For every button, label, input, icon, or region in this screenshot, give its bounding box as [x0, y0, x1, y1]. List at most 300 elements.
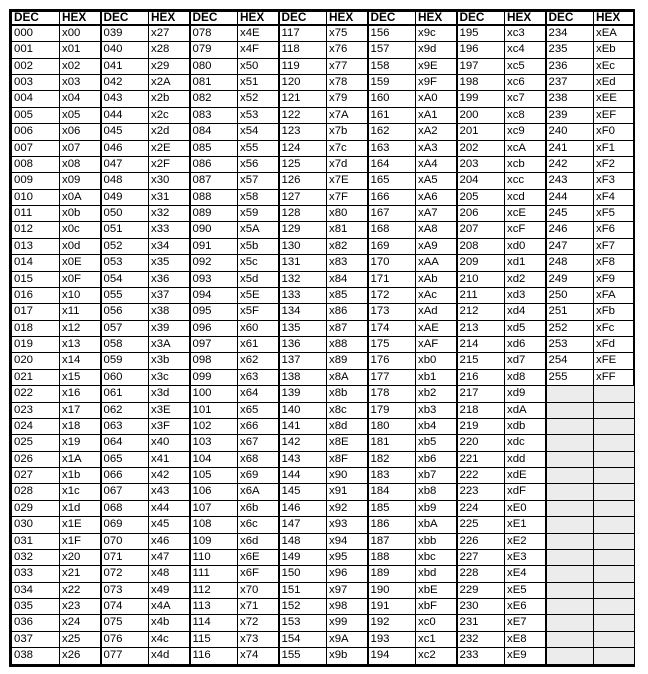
empty-cell — [594, 386, 635, 402]
dec-cell: 177 — [368, 369, 416, 385]
hex-cell: xE9 — [505, 648, 546, 665]
hex-column-header: HEX — [416, 12, 457, 25]
dec-cell: 101 — [190, 402, 238, 418]
hex-cell: x86 — [327, 304, 368, 320]
dec-cell: 184 — [368, 484, 416, 500]
table-row — [12, 304, 635, 320]
table-row — [12, 156, 635, 172]
dec-cell: 067 — [101, 484, 149, 500]
hex-cell: x13 — [60, 337, 101, 353]
hex-cell: x5b — [238, 238, 279, 254]
dec-cell: 253 — [546, 337, 594, 353]
dec-cell: 179 — [368, 402, 416, 418]
hex-cell: x1A — [60, 451, 101, 467]
hex-cell: xdE — [505, 468, 546, 484]
empty-cell — [546, 566, 594, 582]
dec-cell: 006 — [12, 124, 60, 140]
dec-cell: 143 — [279, 451, 327, 467]
dec-cell: 133 — [279, 287, 327, 303]
dec-cell: 208 — [457, 238, 505, 254]
dec-cell: 249 — [546, 271, 594, 287]
dec-cell: 180 — [368, 418, 416, 434]
empty-cell — [594, 615, 635, 631]
table-row — [12, 402, 635, 418]
hex-cell: x7A — [327, 107, 368, 123]
hex-cell: xb4 — [416, 418, 457, 434]
empty-cell — [594, 468, 635, 484]
dec-cell: 050 — [101, 206, 149, 222]
table-row — [12, 566, 635, 582]
hex-cell: xcF — [505, 222, 546, 238]
hex-cell: x1F — [60, 533, 101, 549]
hex-cell: xb0 — [416, 353, 457, 369]
dec-cell: 182 — [368, 451, 416, 467]
hex-cell: xc3 — [505, 25, 546, 42]
hex-cell: xF1 — [594, 140, 635, 156]
dec-cell: 105 — [190, 468, 238, 484]
dec-cell: 016 — [12, 287, 60, 303]
hex-cell: x9E — [416, 58, 457, 74]
dec-cell: 203 — [457, 156, 505, 172]
hex-cell: x71 — [238, 599, 279, 615]
hex-cell: x5A — [238, 222, 279, 238]
dec-cell: 056 — [101, 304, 149, 320]
dec-cell: 013 — [12, 238, 60, 254]
dec-cell: 084 — [190, 124, 238, 140]
dec-cell: 077 — [101, 648, 149, 665]
table-row — [12, 582, 635, 598]
dec-cell: 053 — [101, 255, 149, 271]
dec-cell: 231 — [457, 615, 505, 631]
hex-cell: xA6 — [416, 189, 457, 205]
hex-cell: x66 — [238, 418, 279, 434]
hex-cell: x4E — [238, 25, 279, 42]
dec-cell: 147 — [279, 517, 327, 533]
hex-cell: x55 — [238, 140, 279, 156]
table-row — [12, 369, 635, 385]
dec-cell: 051 — [101, 222, 149, 238]
hex-cell: x3d — [149, 386, 190, 402]
hex-cell: xcE — [505, 206, 546, 222]
dec-cell: 128 — [279, 206, 327, 222]
hex-cell: x63 — [238, 369, 279, 385]
dec-cell: 012 — [12, 222, 60, 238]
hex-cell: x70 — [238, 582, 279, 598]
dec-cell: 199 — [457, 91, 505, 107]
dec-cell: 102 — [190, 418, 238, 434]
hex-cell: x11 — [60, 304, 101, 320]
table-row — [12, 418, 635, 434]
dec-cell: 144 — [279, 468, 327, 484]
hex-cell: xF2 — [594, 156, 635, 172]
dec-cell: 074 — [101, 599, 149, 615]
hex-cell: xbE — [416, 582, 457, 598]
dec-cell: 118 — [279, 42, 327, 58]
dec-cell: 008 — [12, 156, 60, 172]
empty-cell — [546, 451, 594, 467]
empty-cell — [546, 533, 594, 549]
hex-cell: x82 — [327, 238, 368, 254]
dec-cell: 134 — [279, 304, 327, 320]
dec-cell: 126 — [279, 173, 327, 189]
hex-cell: xd8 — [505, 369, 546, 385]
hex-cell: xc1 — [416, 631, 457, 647]
dec-cell: 160 — [368, 91, 416, 107]
hex-cell: x31 — [149, 189, 190, 205]
hex-cell: xc2 — [416, 648, 457, 665]
dec-cell: 098 — [190, 353, 238, 369]
hex-cell: x6c — [238, 517, 279, 533]
dec-column-header: DEC — [190, 12, 238, 25]
empty-cell — [546, 500, 594, 516]
dec-cell: 175 — [368, 337, 416, 353]
hex-cell: xAF — [416, 337, 457, 353]
dec-cell: 149 — [279, 549, 327, 565]
dec-cell: 113 — [190, 599, 238, 615]
dec-cell: 009 — [12, 173, 60, 189]
hex-cell: x08 — [60, 156, 101, 172]
dec-cell: 002 — [12, 58, 60, 74]
dec-cell: 207 — [457, 222, 505, 238]
hex-cell: xdd — [505, 451, 546, 467]
dec-cell: 065 — [101, 451, 149, 467]
dec-cell: 019 — [12, 337, 60, 353]
hex-cell: x04 — [60, 91, 101, 107]
hex-cell: x3A — [149, 337, 190, 353]
hex-cell: xb2 — [416, 386, 457, 402]
hex-cell: xA2 — [416, 124, 457, 140]
table-row — [12, 484, 635, 500]
hex-cell: x3E — [149, 402, 190, 418]
hex-cell: x59 — [238, 206, 279, 222]
hex-cell: xb6 — [416, 451, 457, 467]
dec-cell: 163 — [368, 140, 416, 156]
dec-cell: 086 — [190, 156, 238, 172]
dec-cell: 152 — [279, 599, 327, 615]
dec-cell: 223 — [457, 484, 505, 500]
hex-cell: x67 — [238, 435, 279, 451]
hex-cell: x98 — [327, 599, 368, 615]
hex-cell: xF5 — [594, 206, 635, 222]
dec-cell: 107 — [190, 500, 238, 516]
hex-cell: xc5 — [505, 58, 546, 74]
hex-cell: xFb — [594, 304, 635, 320]
dec-cell: 097 — [190, 337, 238, 353]
hex-cell: x41 — [149, 451, 190, 467]
dec-cell: 014 — [12, 255, 60, 271]
hex-column-header: HEX — [327, 12, 368, 25]
hex-cell: x00 — [60, 25, 101, 42]
hex-cell: x15 — [60, 369, 101, 385]
dec-cell: 030 — [12, 517, 60, 533]
dec-cell: 198 — [457, 75, 505, 91]
empty-cell — [546, 549, 594, 565]
hex-cell: x7E — [327, 173, 368, 189]
hex-cell: xF3 — [594, 173, 635, 189]
hex-cell: x0c — [60, 222, 101, 238]
hex-cell: x36 — [149, 271, 190, 287]
hex-cell: x6A — [238, 484, 279, 500]
dec-cell: 250 — [546, 287, 594, 303]
hex-cell: x22 — [60, 582, 101, 598]
dec-cell: 057 — [101, 320, 149, 336]
dec-cell: 170 — [368, 255, 416, 271]
table-row — [12, 189, 635, 205]
hex-cell: x87 — [327, 320, 368, 336]
dec-cell: 049 — [101, 189, 149, 205]
dec-cell: 201 — [457, 124, 505, 140]
hex-cell: xE2 — [505, 533, 546, 549]
empty-cell — [594, 435, 635, 451]
table-row — [12, 173, 635, 189]
dec-cell: 230 — [457, 599, 505, 615]
hex-cell: x73 — [238, 631, 279, 647]
hex-cell: xA5 — [416, 173, 457, 189]
dec-cell: 146 — [279, 500, 327, 516]
hex-cell: x5F — [238, 304, 279, 320]
hex-cell: x9c — [416, 25, 457, 42]
dec-cell: 100 — [190, 386, 238, 402]
dec-cell: 246 — [546, 222, 594, 238]
hex-cell: x42 — [149, 468, 190, 484]
hex-cell: x34 — [149, 238, 190, 254]
dec-cell: 031 — [12, 533, 60, 549]
hex-cell: x40 — [149, 435, 190, 451]
dec-cell: 115 — [190, 631, 238, 647]
dec-cell: 193 — [368, 631, 416, 647]
hex-cell: x4b — [149, 615, 190, 631]
dec-cell: 048 — [101, 173, 149, 189]
hex-cell: x45 — [149, 517, 190, 533]
empty-cell — [594, 500, 635, 516]
dec-cell: 197 — [457, 58, 505, 74]
hex-cell: x29 — [149, 58, 190, 74]
hex-cell: x9d — [416, 42, 457, 58]
dec-cell: 167 — [368, 206, 416, 222]
dec-cell: 021 — [12, 369, 60, 385]
hex-cell: xA8 — [416, 222, 457, 238]
dec-cell: 136 — [279, 337, 327, 353]
dec-cell: 114 — [190, 615, 238, 631]
hex-cell: x99 — [327, 615, 368, 631]
dec-cell: 141 — [279, 418, 327, 434]
hex-cell: x1b — [60, 468, 101, 484]
dec-cell: 165 — [368, 173, 416, 189]
dec-cell: 059 — [101, 353, 149, 369]
table-row — [12, 222, 635, 238]
dec-cell: 226 — [457, 533, 505, 549]
dec-cell: 125 — [279, 156, 327, 172]
hex-cell: x58 — [238, 189, 279, 205]
hex-cell: x97 — [327, 582, 368, 598]
dec-cell: 153 — [279, 615, 327, 631]
dec-cell: 058 — [101, 337, 149, 353]
dec-cell: 092 — [190, 255, 238, 271]
dec-cell: 219 — [457, 418, 505, 434]
empty-cell — [546, 599, 594, 615]
hex-cell: xbb — [416, 533, 457, 549]
hex-cell: xEE — [594, 91, 635, 107]
dec-cell: 155 — [279, 648, 327, 665]
hex-cell: x3c — [149, 369, 190, 385]
hex-cell: x18 — [60, 418, 101, 434]
hex-cell: x4d — [149, 648, 190, 665]
hex-cell: xdc — [505, 435, 546, 451]
hex-cell: xc8 — [505, 107, 546, 123]
hex-cell: x0b — [60, 206, 101, 222]
hex-cell: x5E — [238, 287, 279, 303]
hex-cell: x10 — [60, 287, 101, 303]
hex-cell: x89 — [327, 353, 368, 369]
table-row — [12, 648, 635, 665]
dec-cell: 233 — [457, 648, 505, 665]
hex-cell: xE8 — [505, 631, 546, 647]
dec-cell: 121 — [279, 91, 327, 107]
dec-cell: 248 — [546, 255, 594, 271]
empty-cell — [546, 615, 594, 631]
dec-cell: 124 — [279, 140, 327, 156]
dec-cell: 221 — [457, 451, 505, 467]
hex-cell: x7b — [327, 124, 368, 140]
hex-cell: x02 — [60, 58, 101, 74]
hex-cell: x56 — [238, 156, 279, 172]
dec-cell: 130 — [279, 238, 327, 254]
dec-column-header: DEC — [279, 12, 327, 25]
hex-cell: x9A — [327, 631, 368, 647]
dec-cell: 187 — [368, 533, 416, 549]
dec-cell: 047 — [101, 156, 149, 172]
dec-cell: 202 — [457, 140, 505, 156]
hex-cell: x47 — [149, 549, 190, 565]
dec-cell: 204 — [457, 173, 505, 189]
dec-cell: 095 — [190, 304, 238, 320]
dec-cell: 252 — [546, 320, 594, 336]
hex-cell: x6E — [238, 549, 279, 565]
hex-cell: xEd — [594, 75, 635, 91]
hex-cell: x23 — [60, 599, 101, 615]
hex-cell: x7F — [327, 189, 368, 205]
dec-cell: 023 — [12, 402, 60, 418]
dec-cell: 237 — [546, 75, 594, 91]
hex-cell: xE6 — [505, 599, 546, 615]
dec-cell: 104 — [190, 451, 238, 467]
hex-cell: x05 — [60, 107, 101, 123]
hex-cell: xEb — [594, 42, 635, 58]
dec-cell: 138 — [279, 369, 327, 385]
dec-column-header: DEC — [457, 12, 505, 25]
dec-cell: 054 — [101, 271, 149, 287]
hex-cell: xc7 — [505, 91, 546, 107]
dec-cell: 150 — [279, 566, 327, 582]
empty-cell — [594, 451, 635, 467]
hex-cell: x8c — [327, 402, 368, 418]
dec-cell: 171 — [368, 271, 416, 287]
dec-cell: 060 — [101, 369, 149, 385]
hex-cell: xAc — [416, 287, 457, 303]
hex-cell: xEA — [594, 25, 635, 42]
dec-cell: 210 — [457, 271, 505, 287]
dec-cell: 168 — [368, 222, 416, 238]
hex-cell: x54 — [238, 124, 279, 140]
dec-cell: 174 — [368, 320, 416, 336]
dec-cell: 119 — [279, 58, 327, 74]
hex-cell: xdF — [505, 484, 546, 500]
table-row — [12, 58, 635, 74]
dec-cell: 015 — [12, 271, 60, 287]
dec-cell: 172 — [368, 287, 416, 303]
hex-cell: xbA — [416, 517, 457, 533]
dec-cell: 034 — [12, 582, 60, 598]
empty-cell — [546, 468, 594, 484]
dec-cell: 215 — [457, 353, 505, 369]
hex-cell: xb1 — [416, 369, 457, 385]
hex-cell: x50 — [238, 58, 279, 74]
hex-cell: x30 — [149, 173, 190, 189]
dec-cell: 078 — [190, 25, 238, 42]
dec-column-header: DEC — [368, 12, 416, 25]
hex-cell: x3b — [149, 353, 190, 369]
dec-cell: 070 — [101, 533, 149, 549]
hex-cell: x1d — [60, 500, 101, 516]
dec-cell: 042 — [101, 75, 149, 91]
hex-cell: x74 — [238, 648, 279, 665]
dec-cell: 123 — [279, 124, 327, 140]
dec-cell: 035 — [12, 599, 60, 615]
hex-cell: xFE — [594, 353, 635, 369]
dec-cell: 234 — [546, 25, 594, 42]
dec-cell: 087 — [190, 173, 238, 189]
empty-cell — [546, 386, 594, 402]
dec-cell: 255 — [546, 369, 594, 385]
dec-cell: 041 — [101, 58, 149, 74]
hex-cell: xd3 — [505, 287, 546, 303]
dec-cell: 189 — [368, 566, 416, 582]
hex-cell: xF4 — [594, 189, 635, 205]
empty-cell — [546, 582, 594, 598]
hex-cell: xF9 — [594, 271, 635, 287]
empty-cell — [594, 599, 635, 615]
table-row — [12, 533, 635, 549]
dec-cell: 214 — [457, 337, 505, 353]
hex-cell: x35 — [149, 255, 190, 271]
dec-cell: 080 — [190, 58, 238, 74]
hex-cell: xE5 — [505, 582, 546, 598]
dec-cell: 117 — [279, 25, 327, 42]
dec-cell: 162 — [368, 124, 416, 140]
dec-cell: 081 — [190, 75, 238, 91]
hex-cell: xb3 — [416, 402, 457, 418]
table-row — [12, 75, 635, 91]
dec-cell: 211 — [457, 287, 505, 303]
empty-cell — [546, 484, 594, 500]
dec-cell: 164 — [368, 156, 416, 172]
hex-cell: x93 — [327, 517, 368, 533]
hex-cell: xb5 — [416, 435, 457, 451]
table-row — [12, 386, 635, 402]
dec-cell: 103 — [190, 435, 238, 451]
hex-cell: xd7 — [505, 353, 546, 369]
dec-cell: 212 — [457, 304, 505, 320]
hex-cell: x2E — [149, 140, 190, 156]
dec-cell: 129 — [279, 222, 327, 238]
empty-cell — [546, 631, 594, 647]
hex-cell: x26 — [60, 648, 101, 665]
table-row — [12, 517, 635, 533]
dec-cell: 227 — [457, 549, 505, 565]
hex-cell: x8F — [327, 451, 368, 467]
table-row — [12, 238, 635, 254]
hex-cell: x68 — [238, 451, 279, 467]
